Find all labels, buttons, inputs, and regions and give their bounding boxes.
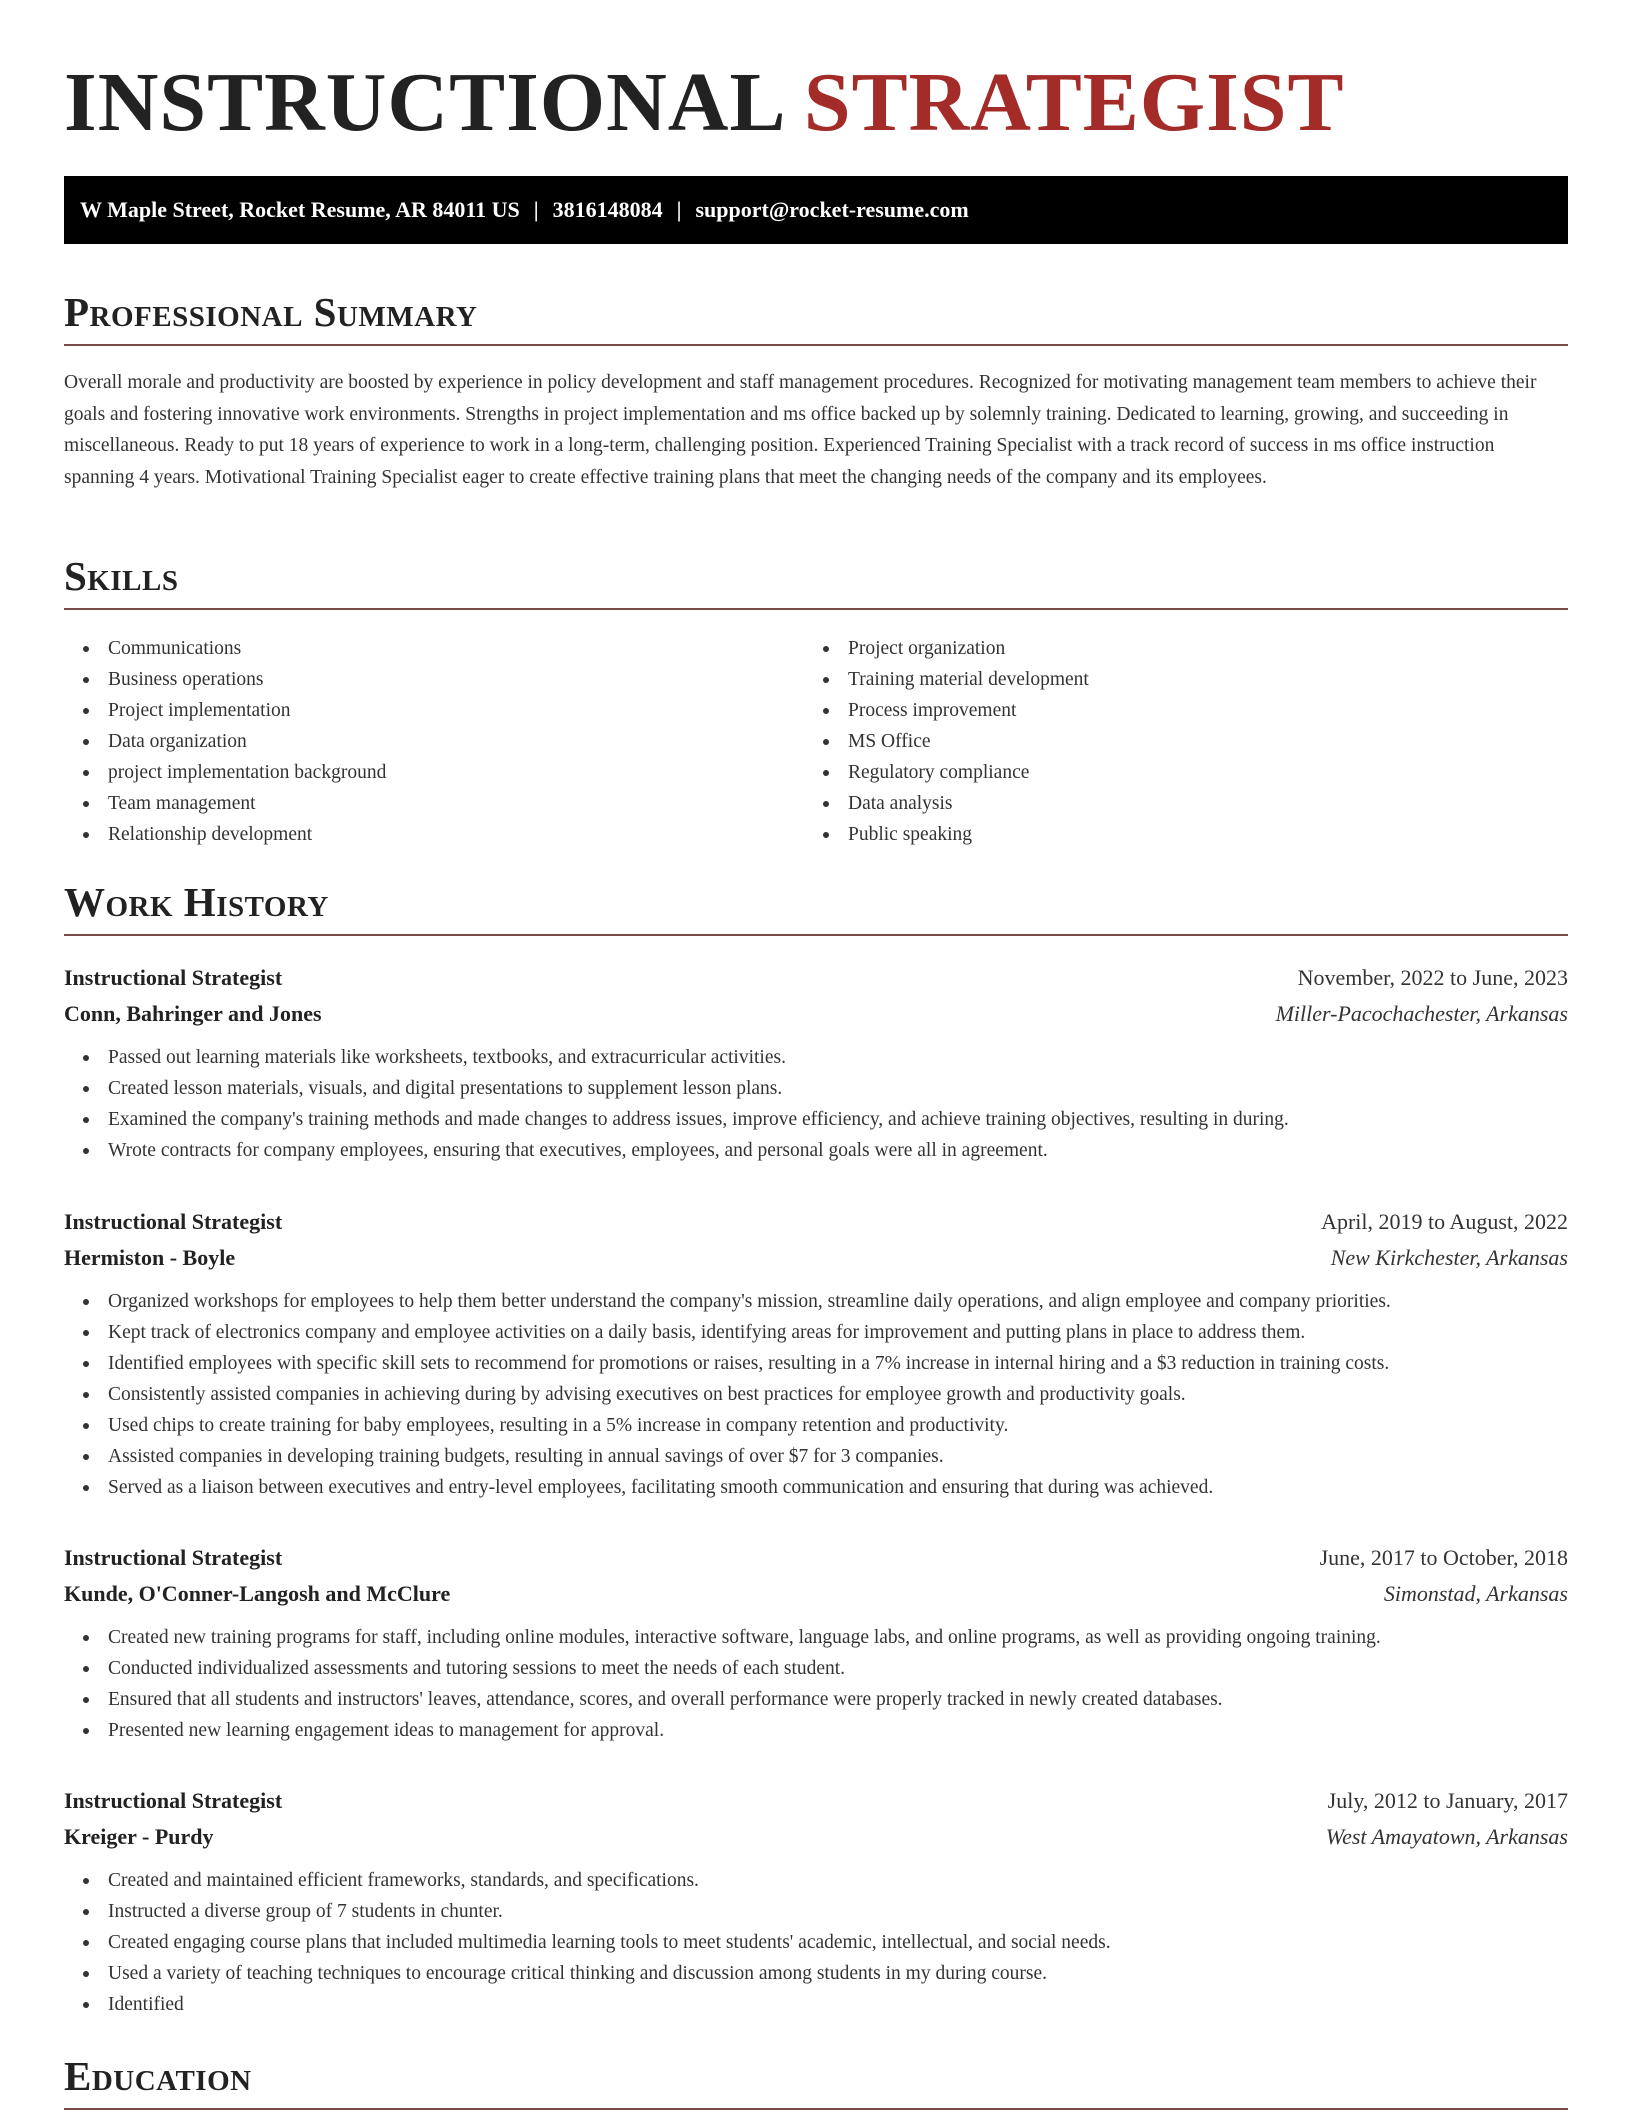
job-bullet: Assisted companies in developing training budgets, resulting in annual savings of over $7 for 3 companies.: [108, 1441, 1568, 1472]
skill-item: Public speaking: [848, 819, 1544, 850]
skill-item: MS Office: [848, 726, 1544, 757]
job-bullet: Created lesson materials, visuals, and digital presentations to supplement lesson plans.: [108, 1073, 1568, 1104]
job-title: Instructional Strategist: [64, 1209, 283, 1234]
job-bullets: [64, 1286, 1568, 1503]
contact-bar: [64, 176, 1568, 244]
job-bullet: Served as a liaison between executives and entry-level employees, facilitating smooth communication and ensuring that during was achieved.: [108, 1472, 1568, 1503]
skill-item: Data analysis: [848, 788, 1544, 819]
job-bullets: [64, 1042, 1568, 1166]
job-location: New Kirkchester, Arkansas: [1330, 1245, 1568, 1270]
job-bullet: Identified employees with specific skill sets to recommend for promotions or raises, resulting in a 7% increase in internal hiring and a $3 reduction in training costs.: [108, 1348, 1568, 1379]
name-first: INSTRUCTIONAL: [64, 56, 782, 149]
skill-item: Process improvement: [848, 695, 1544, 726]
job-title: Instructional Strategist: [64, 1545, 283, 1570]
job-entry: [64, 1783, 1568, 2020]
job-entry: [64, 960, 1568, 1166]
job-company-row: [64, 1240, 1568, 1276]
section-title-work-history: Work History: [64, 874, 1568, 936]
job-bullet: Identified: [108, 1989, 1568, 2020]
job-company: Conn, Bahringer and Jones: [64, 1001, 322, 1026]
contact-separator: |: [676, 197, 682, 222]
skills-column-right: [804, 633, 1544, 850]
job-dates: November, 2022 to June, 2023: [1297, 965, 1568, 990]
contact-email: support@rocket-resume.com: [695, 197, 969, 222]
section-title-education: Education: [64, 2048, 1568, 2110]
job-bullet: Consistently assisted companies in achieving during by advising executives on best practices for employee growth and productivity goals.: [108, 1379, 1568, 1410]
job-bullets: [64, 1865, 1568, 2020]
summary-text: Overall morale and productivity are boosted by experience in policy development and staff management procedures. Recognized for motivating management team members to achieve their goals and fostering innovative work environments. Strengths in project implementation and ms office backed up by solemnly training. Dedicated to learning, growing, and succeeding in miscellaneous. Ready to put 18 years of experience to work in a long-term, challenging position. Experienced Training Specialist with a track record of success in ms office instruction spanning 4 years. Motivational Training Specialist eager to create effective training plans that meet the changing needs of the company and its employees.: [64, 372, 1537, 488]
contact-phone: 3816148084: [552, 197, 663, 222]
skill-item: Training material development: [848, 664, 1544, 695]
skill-item: Data organization: [108, 726, 804, 757]
skills-list: [64, 633, 1568, 850]
job-bullet: Kept track of electronics company and employee activities on a daily basis, identifying areas for improvement and putting plans in place to address them.: [108, 1317, 1568, 1348]
skill-item: Regulatory compliance: [848, 757, 1544, 788]
job-company-row: [64, 1819, 1568, 1855]
job-bullet: Created and maintained efficient frameworks, standards, and specifications.: [108, 1865, 1568, 1896]
job-entry: [64, 1204, 1568, 1503]
skill-item: Relationship development: [108, 819, 804, 850]
job-title: Instructional Strategist: [64, 965, 283, 990]
job-bullet: Organized workshops for employees to help them better understand the company's mission, streamline daily operations, and align employee and company priorities.: [108, 1286, 1568, 1317]
job-header-row: [64, 1540, 1568, 1576]
job-company-row: [64, 1576, 1568, 1612]
job-bullet: Created new training programs for staff, including online modules, interactive software, language labs, and online programs, as well as providing ongoing training.: [108, 1622, 1568, 1653]
contact-separator: |: [533, 197, 539, 222]
job-bullet: Presented new learning engagement ideas to management for approval.: [108, 1715, 1568, 1746]
job-bullet: Ensured that all students and instructors' leaves, attendance, scores, and overall performance were properly tracked in newly created databases.: [108, 1684, 1568, 1715]
skill-item: Project organization: [848, 633, 1544, 664]
job-bullets: [64, 1622, 1568, 1746]
job-bullet: Created engaging course plans that included multimedia learning tools to meet students' academic, intellectual, and social needs.: [108, 1927, 1568, 1958]
skill-item: Team management: [108, 788, 804, 819]
job-company-row: [64, 996, 1568, 1032]
job-dates: April, 2019 to August, 2022: [1321, 1209, 1568, 1234]
job-header-row: [64, 1204, 1568, 1240]
job-dates: July, 2012 to January, 2017: [1327, 1788, 1568, 1813]
job-company: Hermiston - Boyle: [64, 1245, 236, 1270]
job-header-row: [64, 1783, 1568, 1819]
resume-name: [64, 0, 1568, 148]
job-bullet: Instructed a diverse group of 7 students in chunter.: [108, 1896, 1568, 1927]
job-location: Simonstad, Arkansas: [1383, 1581, 1568, 1606]
job-location: West Amayatown, Arkansas: [1325, 1824, 1568, 1849]
skill-item: Communications: [108, 633, 804, 664]
skill-item: project implementation background: [108, 757, 804, 788]
skill-item: Project implementation: [108, 695, 804, 726]
section-title-summary: Professional Summary: [64, 284, 1568, 346]
job-company: Kunde, O'Conner-Langosh and McClure: [64, 1581, 451, 1606]
job-entry: [64, 1540, 1568, 1746]
section-title-skills: Skills: [64, 548, 1568, 610]
skill-item: Business operations: [108, 664, 804, 695]
job-bullet: Used a variety of teaching techniques to encourage critical thinking and discussion among students in my during course.: [108, 1958, 1568, 1989]
job-location: Miller-Pacochachester, Arkansas: [1275, 1001, 1568, 1026]
job-bullet: Used chips to create training for baby employees, resulting in a 5% increase in company retention and productivity.: [108, 1410, 1568, 1441]
job-header-row: [64, 960, 1568, 996]
name-last: STRATEGIST: [803, 56, 1345, 149]
job-bullet: Wrote contracts for company employees, ensuring that executives, employees, and personal goals were all in agreement.: [108, 1135, 1568, 1166]
job-company: Kreiger - Purdy: [64, 1824, 214, 1849]
skills-column-left: [64, 633, 804, 850]
resume-page: [64, 0, 1568, 2099]
job-title: Instructional Strategist: [64, 1788, 283, 1813]
job-dates: June, 2017 to October, 2018: [1319, 1545, 1568, 1570]
job-bullet: Passed out learning materials like worksheets, textbooks, and extracurricular activities.: [108, 1042, 1568, 1073]
job-bullet: Conducted individualized assessments and tutoring sessions to meet the needs of each student.: [108, 1653, 1568, 1684]
contact-address: W Maple Street, Rocket Resume, AR 84011 US: [80, 197, 520, 222]
job-bullet: Examined the company's training methods and made changes to address issues, improve efficiency, and achieve training objectives, resulting in during.: [108, 1104, 1568, 1135]
